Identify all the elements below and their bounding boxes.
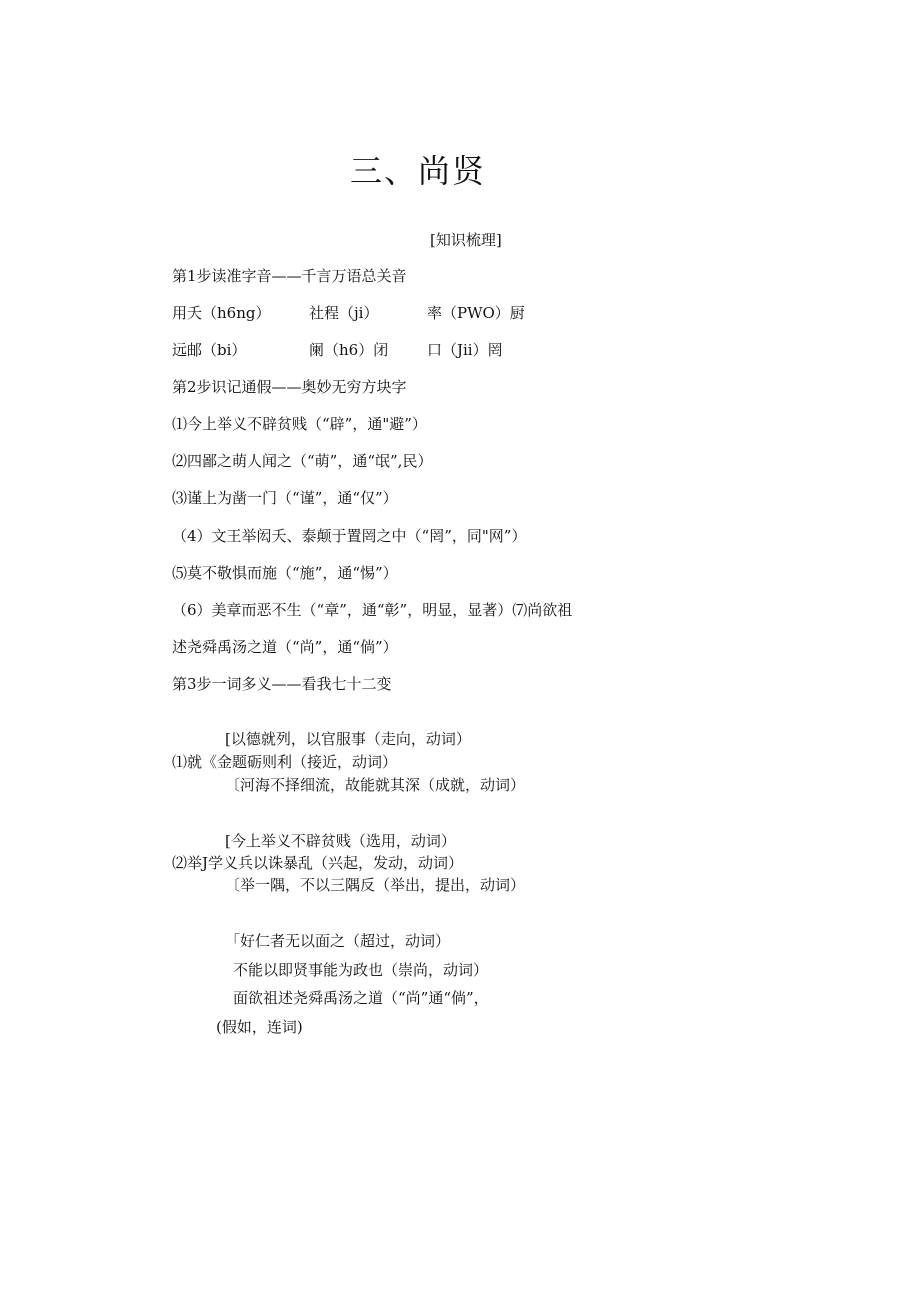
pronunciation-item: 阑（h6）闭 bbox=[309, 341, 389, 359]
polysemy-line: 〔河海不择细流，故能就其深（成就，动词） bbox=[225, 776, 526, 794]
step1-heading: 第1步读准字音——千言万语总关音 bbox=[172, 267, 407, 285]
pronunciation-item: 用夭（h6ng） bbox=[172, 304, 271, 322]
pronunciation-row-1 bbox=[172, 303, 572, 323]
pronunciation-item: 社程（ji） bbox=[309, 304, 379, 322]
pronunciation-row-2 bbox=[172, 340, 572, 360]
step2-heading: 第2步识记通假——奥妙无穷方块字 bbox=[172, 378, 407, 396]
tongjia-item: ⑸莫不敬惧而施（“施”，通“惕”） bbox=[172, 564, 398, 582]
polysemy-line: 〔举一隅，不以三隅反（举出，提出，动词） bbox=[225, 876, 526, 894]
tongjia-item: ⑵四鄙之萌人闻之（“萌”，通“氓”,民） bbox=[172, 452, 433, 470]
polysemy-line: 面欲祖述尧舜禹汤之道（“尚”通“倘”， bbox=[233, 989, 489, 1007]
step3-heading: 第3步一词多义——看我七十二变 bbox=[172, 675, 392, 693]
tongjia-item: ⑴今上举义不辟贫贱（“辟”，通"避”） bbox=[172, 415, 427, 433]
section-label: [知识梳理] bbox=[430, 231, 502, 249]
polysemy-line: (假如，连词) bbox=[216, 1018, 303, 1036]
page-title: 三、尚贤 bbox=[349, 152, 486, 190]
pronunciation-item: 口（Jii）罔 bbox=[427, 341, 503, 359]
pronunciation-item: 率（PWO）厨 bbox=[427, 304, 525, 322]
polysemy-line: [以德就列，以官服事（走向，动词） bbox=[225, 730, 471, 748]
polysemy-line: [今上举义不辟贫贱（选用，动词） bbox=[225, 832, 456, 850]
tongjia-item: 述尧舜禹汤之道（“尚”，通“倘”） bbox=[172, 638, 398, 656]
tongjia-item: （4）文王举闳夭、泰颠于置罔之中（“罔”，同"网”） bbox=[172, 527, 527, 545]
polysemy-line: 「好仁者无以面之（超过，动词） bbox=[225, 932, 451, 950]
polysemy-word: ⑴就《金题砺则利（接近，动词） bbox=[172, 753, 398, 771]
polysemy-line: 不能以即贤事能为政也（崇尚，动词） bbox=[233, 961, 489, 979]
pronunciation-item: 远邮（bi） bbox=[172, 341, 247, 359]
tongjia-item: ⑶谨上为凿一门（“谨”，通“仅”） bbox=[172, 489, 398, 507]
polysemy-word: ⑵举J学义兵以诛暴乱（兴起，发动，动词） bbox=[172, 854, 464, 872]
tongjia-item: （6）美章而恶不生（“章”，通“彰”，明显，显著）⑺尚欲祖 bbox=[172, 601, 573, 619]
